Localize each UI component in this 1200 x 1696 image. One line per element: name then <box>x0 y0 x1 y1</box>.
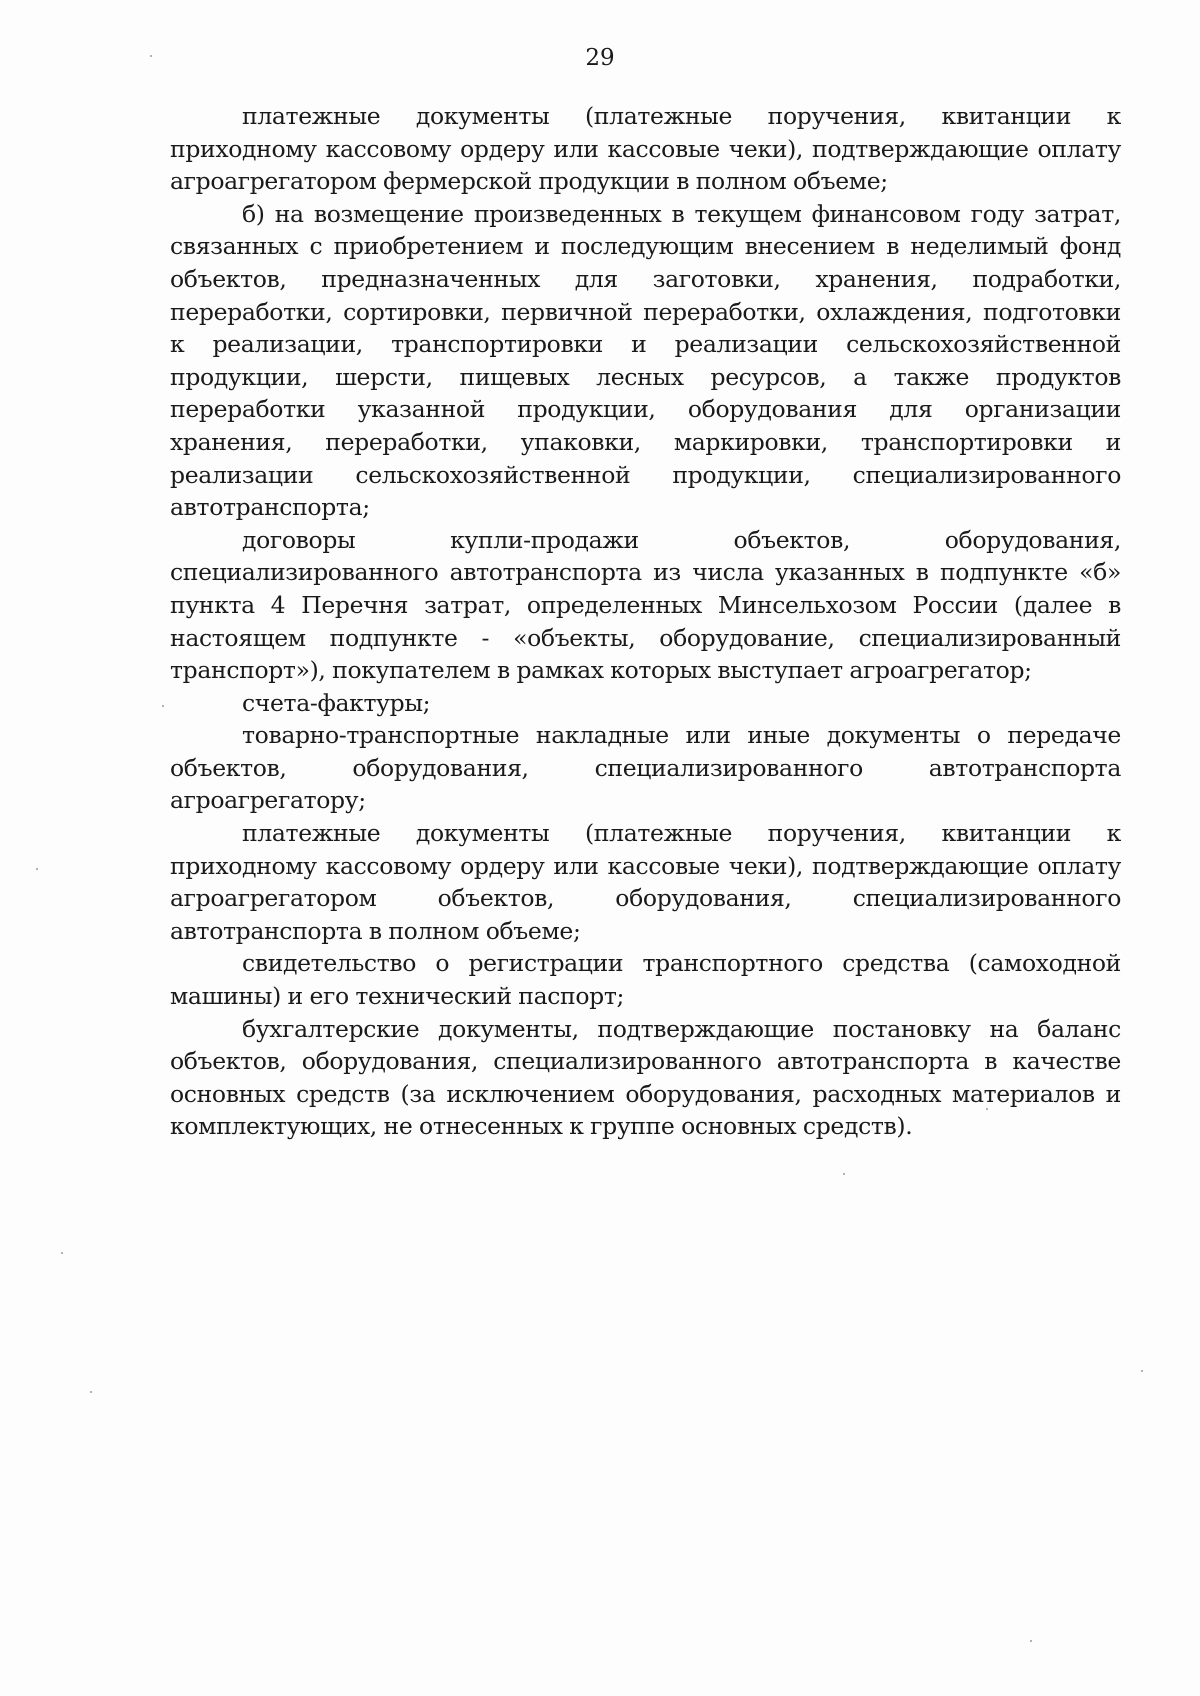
paragraph-waybills: товарно-транспортные накладные или иные документы о передаче объектов, оборудования, специализированного автотранспорта агроагрегатору; <box>170 721 1121 815</box>
paragraph-accounting-documents: бухгалтерские документы, подтверждающие постановку на баланс объектов, оборудования, специализированного автотранспорта в качестве основных средств (за исключением оборудования, расходных материалов и комплектующих, не отнесенных к группе основных средств). <box>170 1014 1121 1141</box>
scan-speck <box>61 1252 63 1254</box>
scan-speck <box>1141 1370 1143 1372</box>
scan-speck <box>843 1173 845 1175</box>
paragraph-invoices: счета-фактуры; <box>242 688 431 717</box>
paragraph-payment-documents-equipment: платежные документы (платежные поручения, квитанции к приходному кассовому ордеру или кассовые чеки), подтверждающие оплату агроагрегатором объектов, оборудования, специализированного автотранспорта в полном объеме; <box>170 819 1121 945</box>
scan-speck <box>90 1391 92 1393</box>
scan-speck <box>986 1108 988 1110</box>
scan-speck <box>162 705 164 707</box>
paragraph-vehicle-registration: свидетельство о регистрации транспортного средства (самоходной машины) и его технический паспорт; <box>170 949 1121 1011</box>
page-number: 29 <box>585 45 615 71</box>
scan-speck <box>1030 1640 1032 1642</box>
paragraph-payment-documents: платежные документы (платежные поручения, квитанции к приходному кассовому ордеру или кассовые чеки), подтверждающие оплату агроагрегатором фермерской продукции в полном объеме; <box>170 102 1121 196</box>
paragraph-subitem-b: б) на возмещение произведенных в текущем финансовом году затрат, связанных с приобретением и последующим внесением в неделимый фонд объектов, предназначенных для заготовки, хранения, подработки, переработки, сортировки, первичной переработки, охлаждения, подготовки к реализации, транспортировки и реализации сельскохозяйственной продукции, шерсти, пищевых лесных ресурсов, а также продуктов переработки указанной продукции, оборудования для организации хранения, переработки, упаковки, маркировки, транспортировки и реализации сельскохозяйственной продукции, специализированного автотранспорта; <box>170 199 1121 522</box>
scan-speck <box>36 868 38 870</box>
document-body <box>170 100 1121 1143</box>
paragraph-sale-contracts: договоры купли-продажи объектов, оборудования, специализированного автотранспорта из числа указанных в подпункте «б» пункта 4 Перечня затрат, определенных Минсельхозом России (далее в настоящем подпункте - «объекты, оборудование, специализированный транспорт»), покупателем в рамках которых выступает агроагрегатор; <box>170 525 1121 685</box>
scan-speck <box>150 55 152 57</box>
